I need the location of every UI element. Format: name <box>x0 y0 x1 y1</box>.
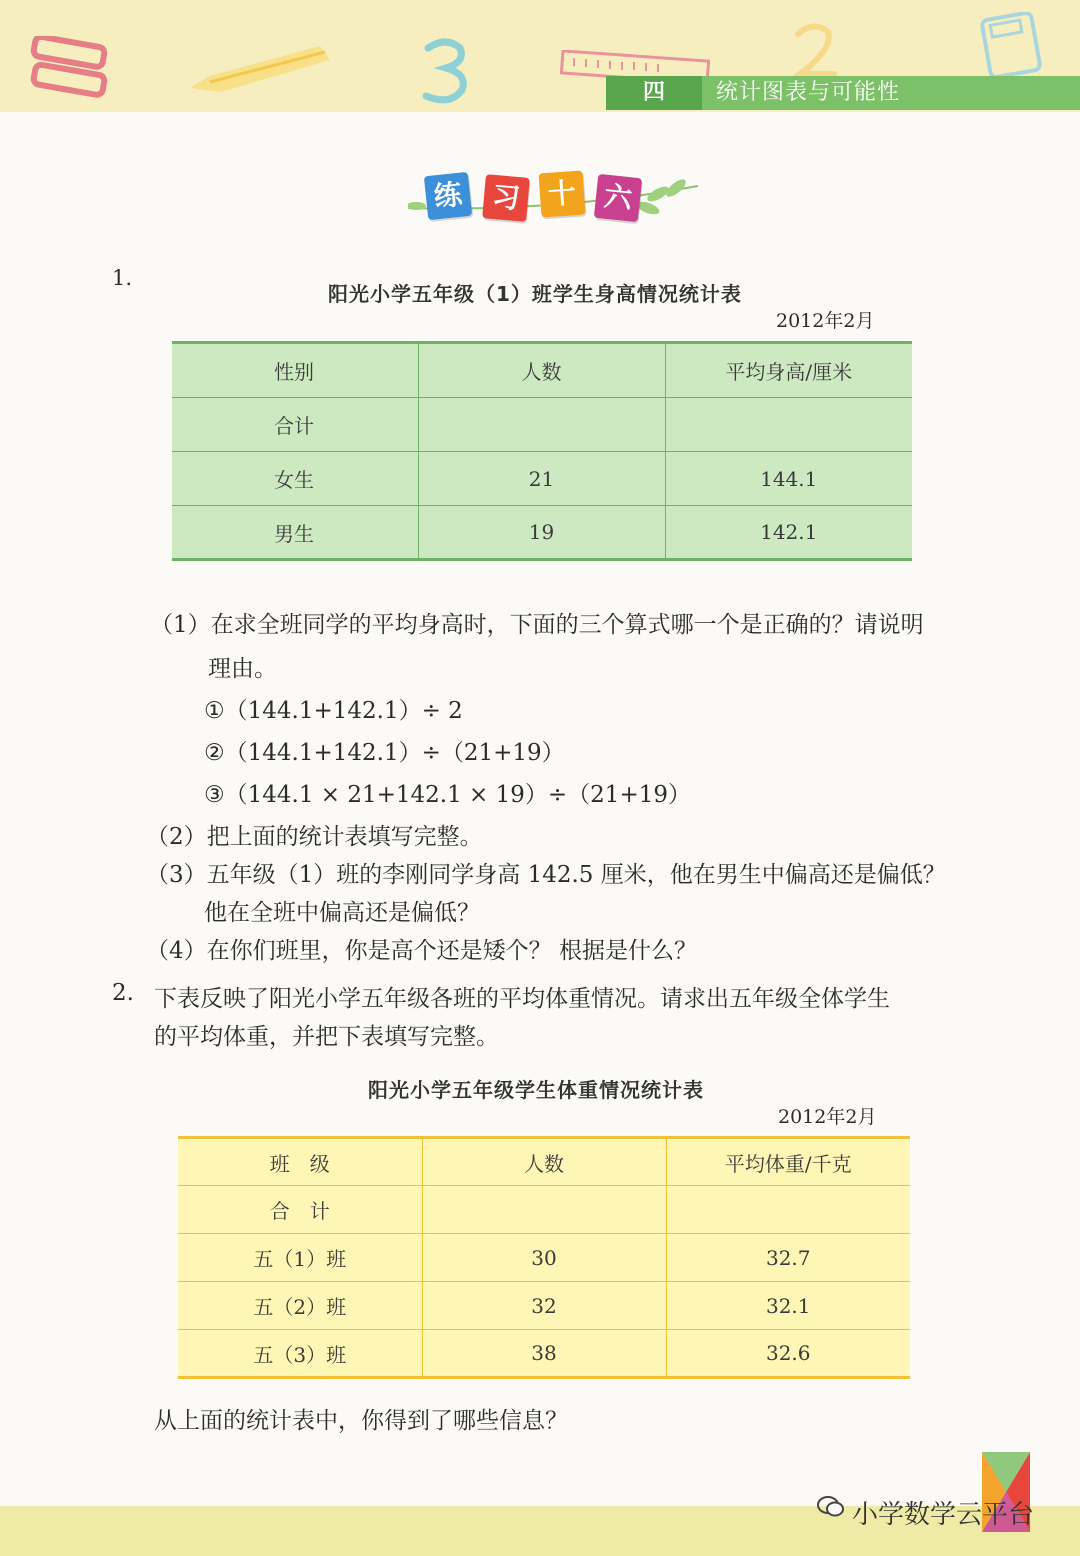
q1-sub1-line2: 理由。 <box>208 656 277 682</box>
q1-sub4: （4）在你们班里，你是高个还是矮个？ 根据是什么？ <box>146 938 697 964</box>
question-2-number: 2. <box>112 980 134 1006</box>
table-cell: 144.1 <box>665 452 912 506</box>
title-char-1: 练 <box>424 172 472 220</box>
weight-table <box>178 1136 910 1379</box>
weight-table-date: 2012年2月 <box>778 1106 877 1128</box>
header-cell: 班 级 <box>178 1138 422 1186</box>
table-header-row <box>172 343 912 398</box>
table-row <box>172 398 912 452</box>
table-cell: 142.1 <box>665 506 912 560</box>
height-table-caption: 阳光小学五年级（1）班学生身高情况统计表 <box>328 282 742 306</box>
table-row <box>172 452 912 506</box>
number-three-decoration <box>418 36 474 106</box>
title-char-4: 六 <box>594 174 642 222</box>
wechat-icon <box>816 1494 846 1520</box>
q1-sub2: （2）把上面的统计表填写完整。 <box>146 824 483 850</box>
table-row <box>178 1234 910 1282</box>
watermark-text: 小学数学云平台 <box>852 1500 1035 1530</box>
calculator-decoration <box>980 12 1044 76</box>
q2-line2: 的平均体重，并把下表填写完整。 <box>154 1024 499 1050</box>
table-cell: 19 <box>418 506 665 560</box>
q2-followup: 从上面的统计表中，你得到了哪些信息？ <box>154 1408 568 1434</box>
q1-formula-2: ②（144.1+142.1）÷（21+19） <box>204 740 565 766</box>
table-cell: 32.1 <box>666 1282 910 1330</box>
table-cell <box>666 1186 910 1234</box>
table-cell: 32.6 <box>666 1330 910 1378</box>
q1-sub1-line1: （1）在求全班同学的平均身高时，下面的三个算式哪一个是正确的？请说明 <box>150 612 924 638</box>
table-cell: 合 计 <box>178 1186 422 1234</box>
table-row <box>178 1186 910 1234</box>
table-cell: 21 <box>418 452 665 506</box>
table-cell: 五（2）班 <box>178 1282 422 1330</box>
height-table-date: 2012年2月 <box>776 310 875 332</box>
height-table <box>172 341 912 561</box>
q1-formula-3: ③（144.1 × 21+142.1 × 19）÷（21+19） <box>204 782 691 808</box>
table-cell: 合计 <box>172 398 418 452</box>
table-row <box>178 1282 910 1330</box>
chapter-bar <box>606 76 1080 110</box>
question-1-number: 1. <box>112 266 133 290</box>
pencil-decoration <box>180 38 340 98</box>
table-cell: 五（3）班 <box>178 1330 422 1378</box>
chapter-title: 统计图表与可能性 <box>716 80 901 105</box>
table-cell: 男生 <box>172 506 418 560</box>
header-cell: 人数 <box>418 343 665 398</box>
weight-table-caption: 阳光小学五年级学生体重情况统计表 <box>368 1078 704 1102</box>
table-cell: 女生 <box>172 452 418 506</box>
header-cell: 人数 <box>422 1138 666 1186</box>
table-cell <box>418 398 665 452</box>
header-cell: 平均体重/千克 <box>666 1138 910 1186</box>
q1-formula-1: ①（144.1+142.1）÷ 2 <box>204 698 463 724</box>
table-header-row <box>178 1138 910 1186</box>
chapter-number: 四 <box>606 76 702 110</box>
table-row <box>178 1330 910 1378</box>
table-cell: 32 <box>422 1282 666 1330</box>
table-cell <box>422 1186 666 1234</box>
table-cell <box>665 398 912 452</box>
exercise-title <box>414 168 714 228</box>
table-cell: 30 <box>422 1234 666 1282</box>
q2-line1: 下表反映了阳光小学五年级各班的平均体重情况。请求出五年级全体学生 <box>154 986 890 1012</box>
q1-sub3-line2: 他在全班中偏高还是偏低？ <box>204 900 480 926</box>
number-two-decoration <box>790 20 840 80</box>
q1-sub3-line1: （3）五年级（1）班的李刚同学身高 142.5 厘米，他在男生中偏高还是偏低？ <box>146 862 946 888</box>
table-cell: 38 <box>422 1330 666 1378</box>
title-char-3: 十 <box>539 171 586 218</box>
table-row <box>172 506 912 560</box>
table-cell: 32.7 <box>666 1234 910 1282</box>
table-cell: 五（1）班 <box>178 1234 422 1282</box>
header-cell: 性别 <box>172 343 418 398</box>
eraser-decoration <box>30 36 110 98</box>
header-cell: 平均身高/厘米 <box>665 343 912 398</box>
title-char-2: 习 <box>482 174 530 222</box>
